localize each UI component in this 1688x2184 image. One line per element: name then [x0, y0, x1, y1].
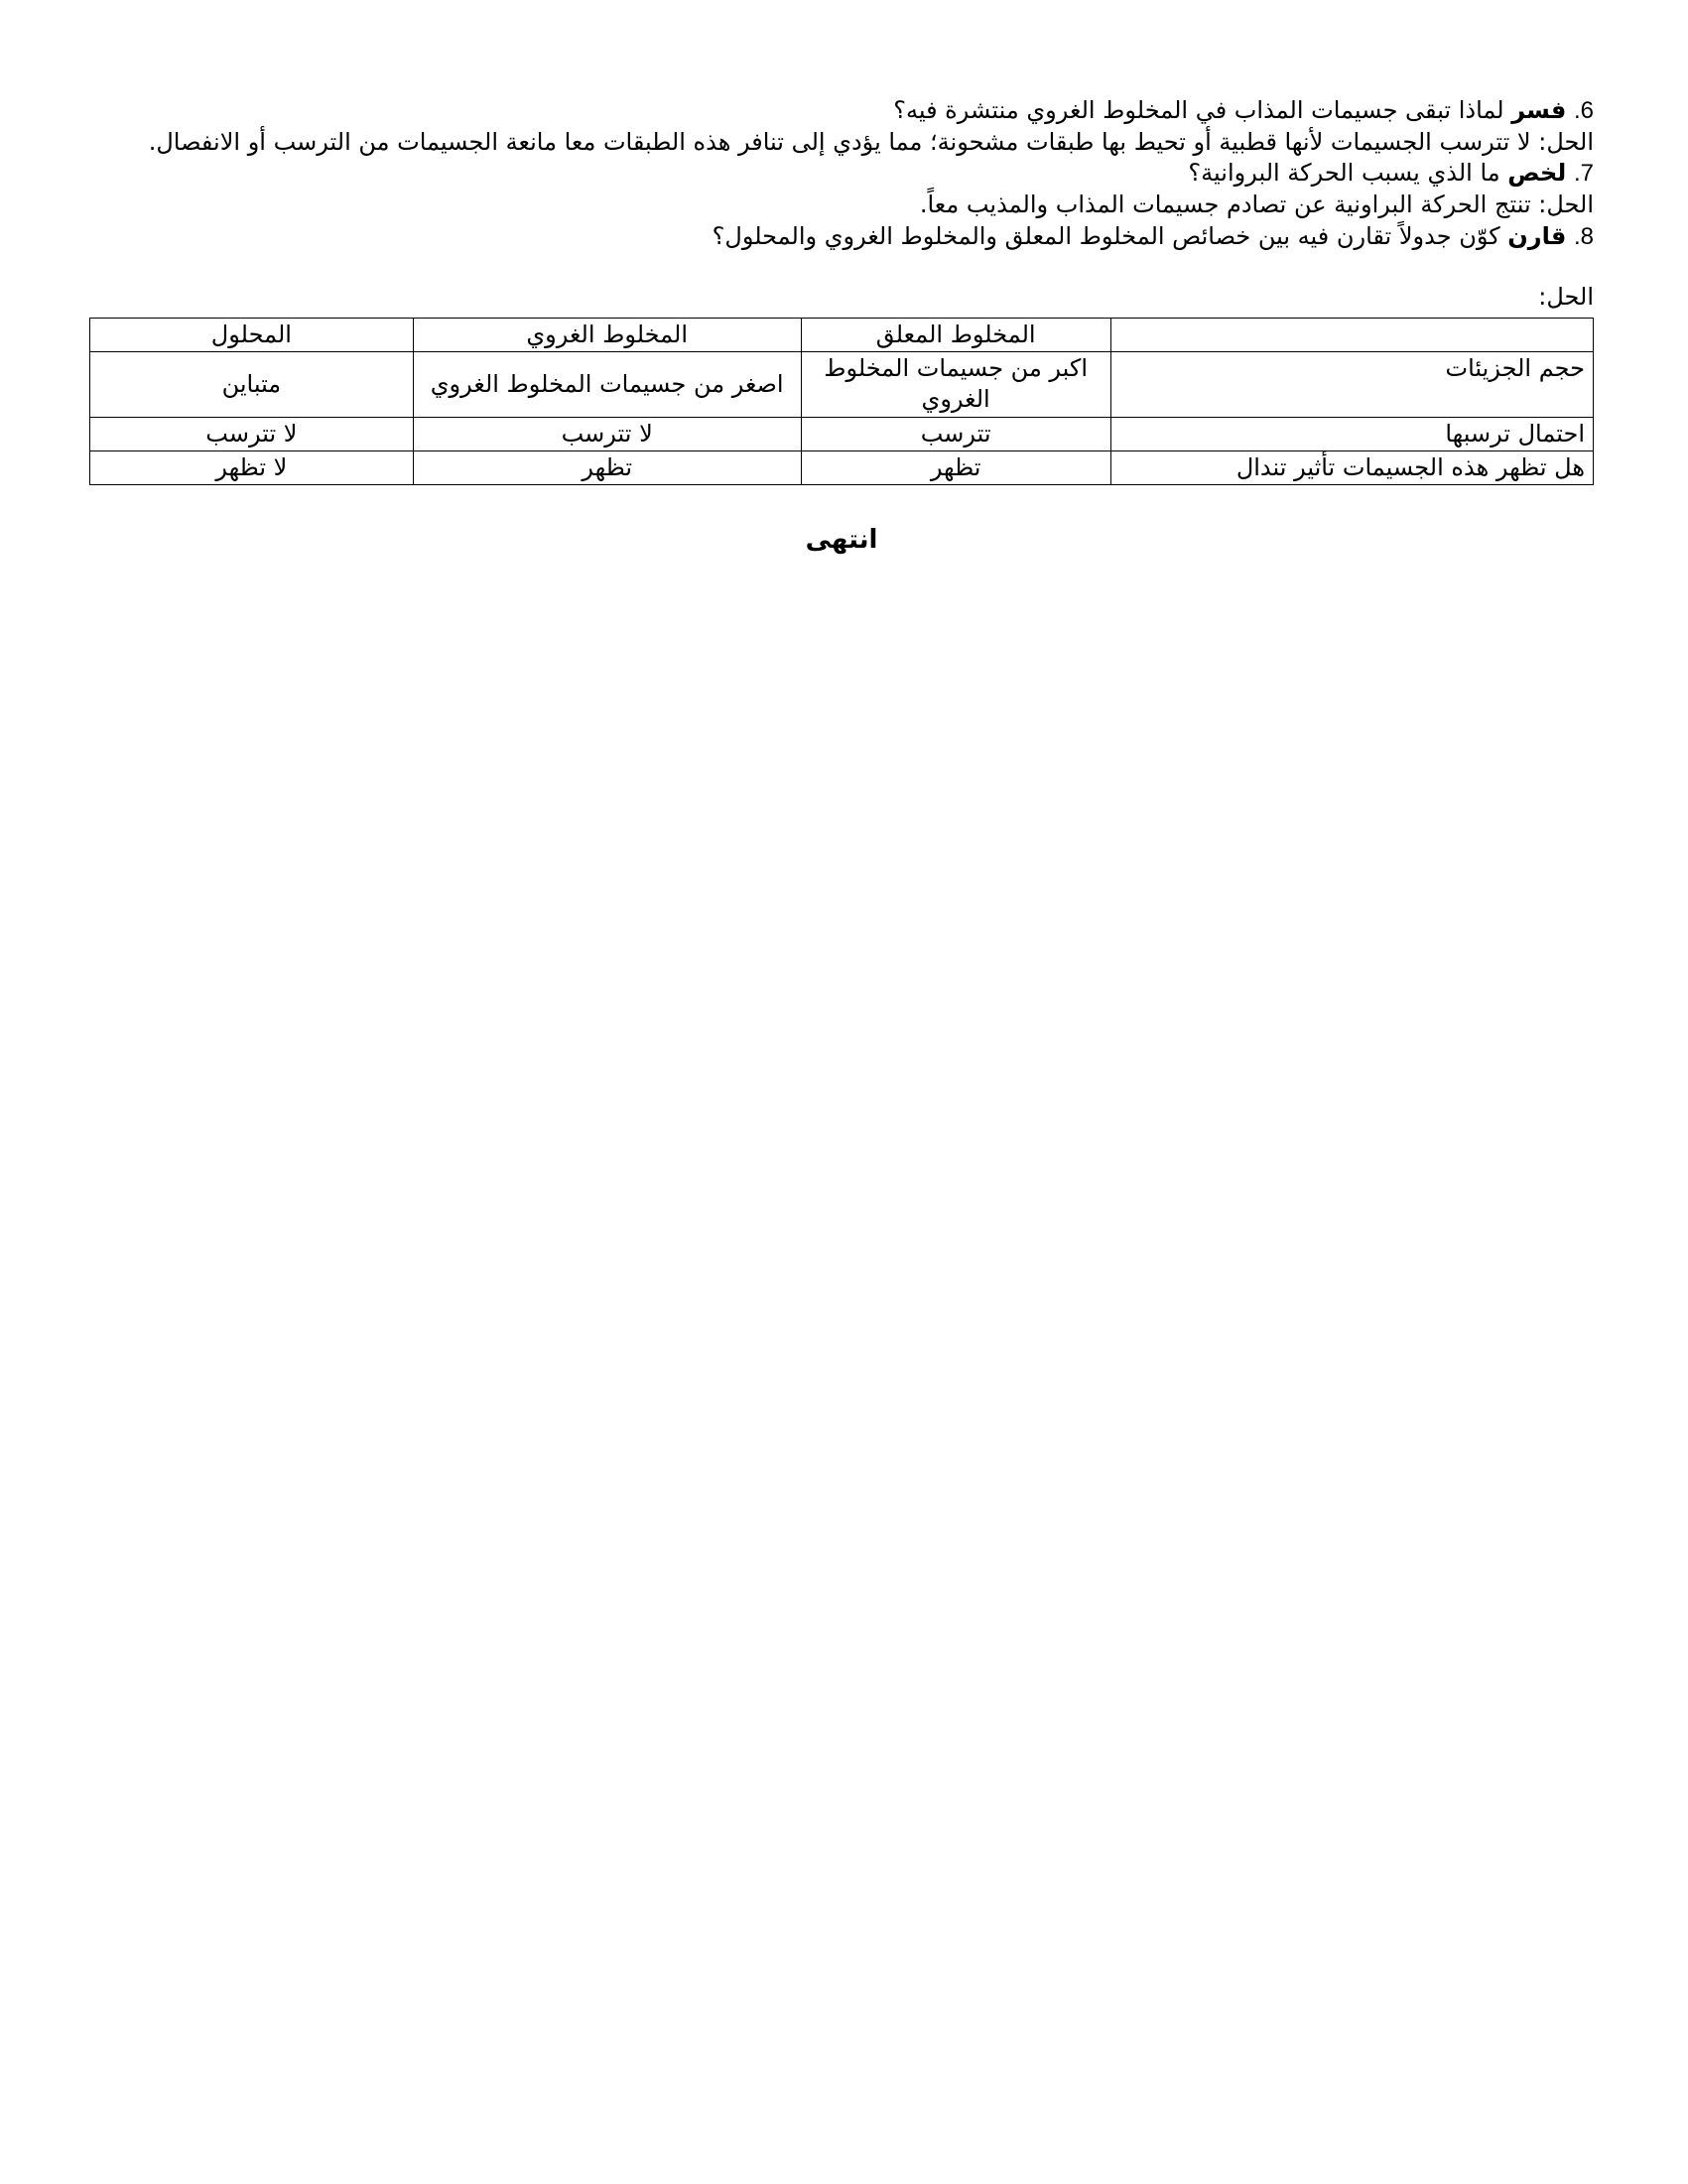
table-header-row	[90, 319, 1594, 352]
question-7-number: 7.	[1573, 160, 1594, 188]
cell-suspension-size: اكبر من جسيمات المخلوط الغروي	[801, 352, 1110, 417]
cell-suspension-tyndall: تظهر	[801, 450, 1110, 484]
header-suspension: المخلوط المعلق	[801, 319, 1110, 352]
question-8-number: 8.	[1573, 222, 1594, 250]
question-6	[89, 95, 1594, 127]
question-7	[89, 158, 1594, 190]
question-6-verb: فسر	[1511, 96, 1567, 124]
header-empty	[1110, 319, 1593, 352]
comparison-table	[89, 318, 1594, 485]
question-8	[89, 221, 1594, 253]
answer-6	[89, 127, 1594, 159]
question-6-number: 6.	[1573, 97, 1594, 124]
question-6-text: لماذا تبقى جسيمات المذاب في المخلوط الغروي منتشرة فيه؟	[893, 96, 1504, 124]
table-row	[90, 352, 1594, 417]
cell-colloid-tyndall: تظهر	[413, 450, 801, 484]
answer-6-label: الحل:	[1538, 127, 1594, 156]
answer-7	[89, 190, 1594, 221]
cell-colloid-settling: لا تترسب	[413, 417, 801, 450]
cell-colloid-size: اصغر من جسيمات المخلوط الغروي	[413, 352, 801, 417]
cell-suspension-settling: تترسب	[801, 417, 1110, 450]
question-7-verb: لخص	[1507, 159, 1567, 188]
document-content	[89, 95, 1594, 557]
answer-7-text: تنتج الحركة البراونية عن تصادم جسيمات المذاب والمذيب معاً.	[919, 191, 1531, 219]
solution-label: الحل:	[1538, 283, 1594, 312]
end-label: انتهى	[805, 524, 878, 555]
row-label-particle-size: حجم الجزيئات	[1110, 352, 1593, 417]
cell-solution-tyndall: لا تظهر	[90, 450, 414, 484]
answer-7-label: الحل:	[1538, 191, 1594, 219]
row-label-tyndall: هل تظهر هذه الجسيمات تأثير تندال	[1110, 450, 1593, 484]
answer-6-text: لا تترسب الجسيمات لأنها قطبية أو تحيط بها طبقات مشحونة؛ مما يؤدي إلى تنافر هذه الطبقات معا مانعة الجسيمات من الترسب أو الانفصال.	[148, 127, 1531, 156]
spacer	[89, 252, 1594, 282]
cell-solution-size: متباين	[90, 352, 414, 417]
question-7-text: ما الذي يسبب الحركة البروانية؟	[1188, 159, 1500, 188]
header-colloid: المخلوط الغروي	[413, 319, 801, 352]
cell-solution-settling: لا تترسب	[90, 417, 414, 450]
table-row	[90, 417, 1594, 450]
header-solution: المحلول	[90, 319, 414, 352]
row-label-settling: احتمال ترسبها	[1110, 417, 1593, 450]
question-8-verb: قارن	[1507, 221, 1567, 250]
question-8-text: كوّن جدولاً تقارن فيه بين خصائص المخلوط المعلق والمخلوط الغروي والمحلول؟	[712, 221, 1500, 250]
table-row	[90, 450, 1594, 484]
